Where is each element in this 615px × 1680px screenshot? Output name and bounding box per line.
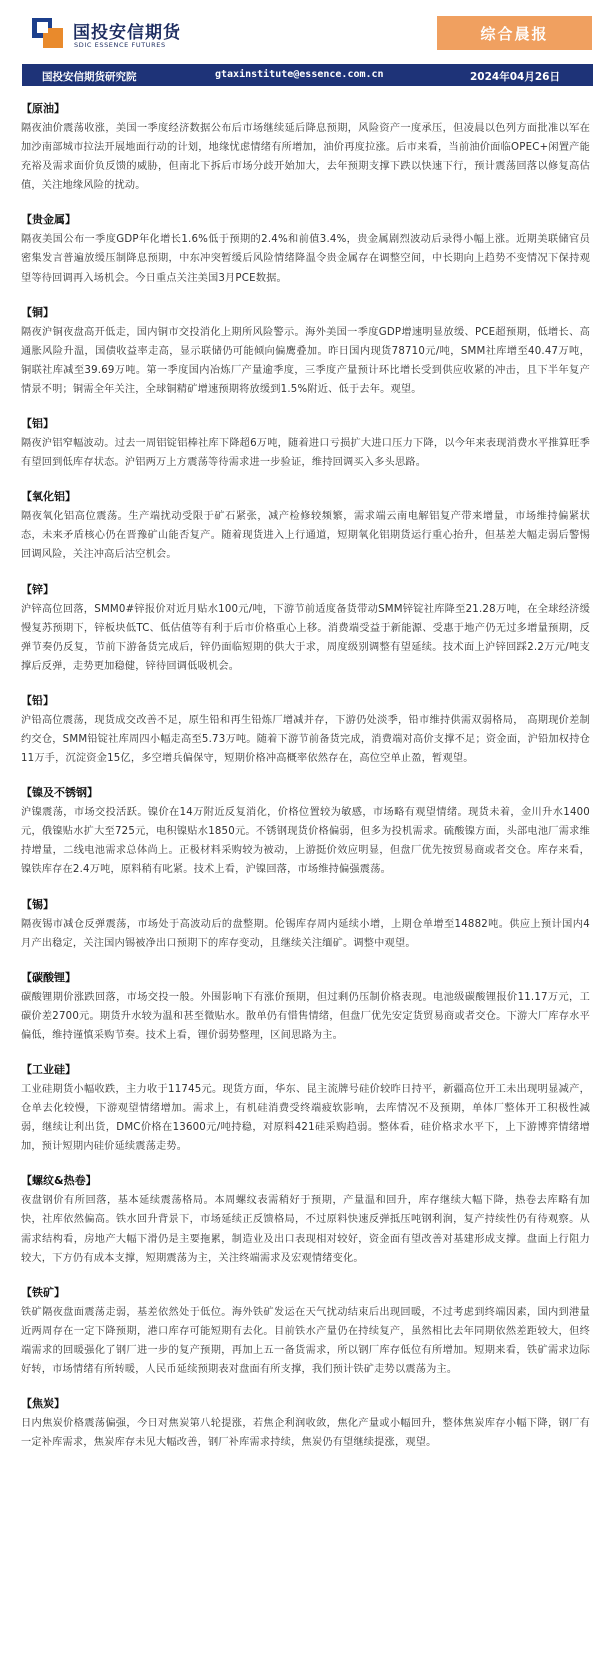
section-title: 【碳酸锂】 xyxy=(21,970,76,984)
section-title: 【氧化铝】 xyxy=(21,490,76,504)
section-body: 隔夜美国公布一季度GDP年化增长1.6%低于预期的2.4%和前值3.4%，贵金属剧烈波动后录得小幅上涨。近期美联储官员密集发言普遍放缓压制降息预期，中东冲突暂缓后风险情绪降温令贵金属存在调整空间，中长期向上趋势不变情况下保持观望等待回调再入场机会。今日重点关注美国3月PCE数据。 xyxy=(21,234,590,284)
section-title: 【贵金属】 xyxy=(21,213,76,227)
section-title: 【镍及不锈钢】 xyxy=(21,786,98,800)
section-lithium-carbonate xyxy=(21,970,590,1045)
section-aluminum xyxy=(21,416,590,472)
section-body: 沪镍震荡，市场交投活跃。镍价在14万附近反复消化，价格位置较为敏感，市场略有观望情绪。现货未着，金川升水1400元，俄镍贴水扩大至725元，电积镍贴水1850元。不锈钢现货价格偏弱，但多为投机需求。硫酸镍方面，头部电池厂需求维持增量，二线电池需求总体尚上。正极材料采购较为被动，上游挺价效应明显，但盘厂优先按贸易商或者交仓。库存来看，镍铁库存在2.4万吨，原料稍有叱紧。技术上看，沪镍回落，市场维持偏强震荡。 xyxy=(21,807,590,876)
section-body: 沪锌高位回落，SMM0#锌报价对近月贴水100元/吨，下游节前适度备货带动SMM锌锭社库降至21.28万吨，在全球经济缓慢复苏预期下，锌板块低TC、低估值等有利于后市价格重心上移。消费端受益于新能源、受惠于地产仍无过多增量预期，反弹节奏仍反复，节前下游备货完成后，锌仍面临短期的供大于求，周度级别调整有望延续。技术面上沪锌回踩2.2万元/吨支撑后反弹，走势更加稳健，锌待回调低吸机会。 xyxy=(21,603,590,672)
report-content xyxy=(21,101,590,1469)
section-tin xyxy=(21,897,590,953)
section-title: 【螺纹&热卷】 xyxy=(21,1174,97,1188)
section-title: 【锌】 xyxy=(21,582,54,596)
section-zinc xyxy=(21,582,590,676)
section-body: 沪铅高位震荡，现货成交改善不足，原生铅和再生铅炼厂增减并存，下游仍处淡季，铅市维持供需双弱格局， 高期现价差制约交仓，SMM铅锭社库周四小幅走高至5.73万吨。随着下游节前备货完成，消费端对高价支撑不足；资金面，沪铅加权持仓11万手，沉淀资金15亿，多空增兵偏保守，短期价格冲高概率依然存在，高位空单止盈，暂观望。 xyxy=(21,714,590,765)
section-title: 【焦炭】 xyxy=(21,1397,65,1411)
section-body: 隔夜沪铜夜盘高开低走，国内铜市交投消化上期所风险警示。海外美国一季度GDP增速明显放缓、PCE超预期，低增长、高通胀风险升温，国债收益率走高，显示联储仍可能倾向偏鹰叠加。昨日国内现货78710元/吨，SMM社库增至40.47万吨，铜联社库减至39.69万吨。第一季度国内冶炼厂产量逾季度，三季度产量预计环比增长受到供应收紧的冲击，且下半年复产情景不明；铜需全年关注，全球铜精矿增速预期将放缓到1.5%附近、低于去年。观望。 xyxy=(21,326,590,395)
brand-name-cn: 国投安信期货 xyxy=(73,23,181,43)
section-body: 碳酸锂期价涨跌回落，市场交投一般。外围影响下有涨价预期，但过剩仍压制价格表现。电池级碳酸锂报价11.17万元，工碳价差2700元。期货升水较为温和甚至微贴水。散单仍有惜售情绪，但盘厂优先安定货贸易商或者交仓。下游大厂库存水平偏低，维持谨慎采购节奏。技术上看，锂价弱势整理，区间思路为主。 xyxy=(21,991,590,1041)
company-logo xyxy=(32,18,66,48)
section-lead xyxy=(21,693,590,768)
contact-email[interactable]: gtaxinstitute@essence.com.cn xyxy=(215,69,384,80)
section-alumina xyxy=(21,489,590,564)
section-title: 【原油】 xyxy=(21,102,65,115)
section-body: 隔夜沪铝窄幅波动。过去一周铝锭铝棒社库下降超6万吨，随着进口亏损扩大进口压力下降，以今年来表现消费水平推算旺季有望回到低库存状态。沪铝两万上方震荡等待需求进一步验证，维持回调买入多头思路。 xyxy=(21,438,590,469)
section-body: 夜盘钢价有所回落，基本延续震荡格局。本周螺纹表需稍好于预期，产量温和回升，库存继续大幅下降，热卷去库略有加快，社库依然偏高。铁水回升背景下，市场延续正反馈格局，不过原料快速反弹抵压吨钢利润，复产持续性仍有待观察。从需求结构看，房地产大幅下滑仍是主要拖累，制造业及出口表现相对较好，资金面有望改善对基建形成支撑。盘面上行阻力较大，下方仍有成本支撑，短期震荡为主，关注终端需求及宏观情绪变化。 xyxy=(21,1195,590,1264)
section-precious-metals xyxy=(21,212,590,287)
section-title: 【铜】 xyxy=(21,305,54,319)
section-body: 隔夜锡市减仓反弹震荡，市场处于高波动后的盘整期。伦锡库存周内延续小增，上期仓单增至14882吨。供应上预计国内4月产出稳定，关注国内锡被净出口预期下的库存变动，且继续关注缅矿。调整中观望。 xyxy=(21,918,590,949)
section-title: 【铅】 xyxy=(21,693,54,707)
section-title: 【铁矿】 xyxy=(21,1285,65,1299)
section-title: 【工业硅】 xyxy=(21,1063,76,1076)
info-bar xyxy=(22,64,593,86)
section-title: 【铝】 xyxy=(21,417,54,431)
section-body: 铁矿隔夜盘面震荡走弱，基差依然处于低位。海外铁矿发运在天气扰动结束后出现回暖，不过考虑到终端因素，国内到港量近两周存在一定下降预期，港口库存可能短期有去化。目前铁水产量仍在持续复产，虽然相比去年同期依然差距较大，但终端需求的回暖强化了钢厂进一步的复产预期，再加上五一备货需求，所以钢厂库存低位有所增加。短期来看，铁矿需求边际好转，市场情绪有所转暖，人民币延续预期表对盘面有所支撑，我们预计铁矿走势以震荡为主。 xyxy=(21,1306,590,1376)
org-name: 国投安信期货研究院 xyxy=(42,71,137,83)
section-nickel-stainless xyxy=(21,785,590,879)
report-header xyxy=(0,0,615,62)
section-iron-ore xyxy=(21,1285,590,1379)
report-date: 2024年04月26日 xyxy=(470,71,560,83)
section-body: 工业硅期货小幅收跌，主力收于11745元。现货方面，华东、昆主流牌号硅价较昨日持平，新疆高位开工未出现明显减产，仓单去化较慢，下游观望情绪增加。需求上，有机硅消费受终端疲软影响，去库情况不及预期，单体厂整体开工积极性减弱，继续让利出货，DMC价格在13600元/吨持稳，对原料421硅采购趋弱。整体看，硅价格求水平下，上下游博弈情绪增加，预计短期内硅价延续震荡走势。 xyxy=(21,1084,590,1153)
section-coke xyxy=(21,1396,590,1452)
section-industrial-silicon xyxy=(21,1062,590,1156)
report-type-badge: 综合晨报 xyxy=(437,16,592,50)
section-body: 日内焦炭价格震荡偏强，今日对焦炭第八轮提涨，若焦企利润收敛，焦化产量或小幅回升，整体焦炭库存小幅下降，钢厂有一定补库需求，焦炭库存未见大幅改善，钢厂补库需求持续，焦炭仍有望继续提涨，观望。 xyxy=(21,1418,590,1449)
section-body: 隔夜氧化铝高位震荡。生产端扰动受限于矿石紧张，减产检修较频繁，需求端云南电解铝复产带来增量，市场维持偏紧状态，未来矛盾核心仍在晋豫矿山能否复产。随着现货进入上行通道，短期氧化铝期货运行重心抬升，但基差大幅走弱后警惕回调风险，关注冲高后沽空机会。 xyxy=(21,511,590,561)
section-copper xyxy=(21,305,590,399)
section-body: 隔夜油价震荡收涨，美国一季度经济数据公布后市场继续延后降息预期，风险资产一度承压，但凌晨以色列方面批准以军在加沙南部城市拉法开展地面行动的计划，地缘忧虑情绪有所增加，油价再度拉涨。后市来看，当前油价面临OPEC+闲置产能充裕及需求面价负反馈的威胁，但南北下拆后市场分歧开始加大，去年预期支撑下跌以快速下行，预计震荡回落以修复高估值，关注地缘风险的扰动。 xyxy=(21,123,590,192)
brand-name-en: SDIC ESSENCE FUTURES xyxy=(74,41,166,49)
section-title: 【锡】 xyxy=(21,897,54,911)
section-rebar-hot-coil xyxy=(21,1173,590,1267)
section-crude-oil xyxy=(21,101,590,195)
